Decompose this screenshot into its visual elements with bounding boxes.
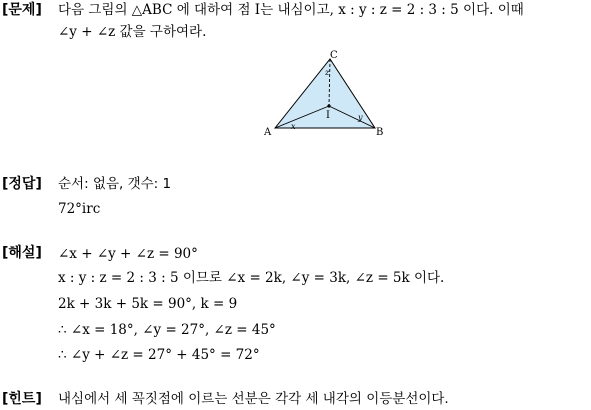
vertex-b-label: B (376, 127, 384, 138)
angle-x-label: x (291, 122, 296, 131)
problem-text-line-2: ∠y + ∠z 값을 구하여라. (58, 24, 207, 40)
angle-y-label: y (358, 113, 363, 122)
solution-line-4: ∴ ∠x = 18°, ∠y = 27°, ∠z = 45° (58, 322, 276, 338)
answer-text-line-1: 순서: 없음, 갯수: 1 (58, 176, 172, 192)
angle-z-label: z (325, 68, 330, 77)
solution-line-2: x : y : z = 2 : 3 : 5 이므로 ∠x = 2k, ∠y = 3k, ∠z = 5k 이다. (58, 270, 445, 286)
solution-line-5: ∴ ∠y + ∠z = 27° + 45° = 72° (58, 347, 260, 363)
answer-text-line-2: 72°irc (58, 201, 101, 217)
hint-label: [힌트] (2, 391, 42, 407)
problem-label: [문제] (2, 2, 42, 18)
vertex-c-label: C (330, 50, 338, 61)
triangle-figure (262, 48, 392, 140)
solution-line-3: 2k + 3k + 5k = 90°, k = 9 (58, 296, 238, 312)
solution-label: [해설] (2, 245, 42, 261)
hint-text: 내심에서 세 꼭짓점에 이르는 선분은 각각 세 내각의 이등분선이다. (58, 391, 449, 407)
incenter-point (327, 104, 330, 107)
vertex-a-label: A (264, 127, 272, 138)
problem-text-line-1: 다음 그림의 △ABC 에 대하여 점 I는 내심이고, x : y : z = 2 : 3 : 5 이다. 이때 (58, 2, 524, 18)
incenter-label: I (326, 110, 330, 121)
solution-line-1: ∠x + ∠y + ∠z = 90° (58, 246, 198, 262)
answer-label: [정답] (2, 176, 42, 192)
